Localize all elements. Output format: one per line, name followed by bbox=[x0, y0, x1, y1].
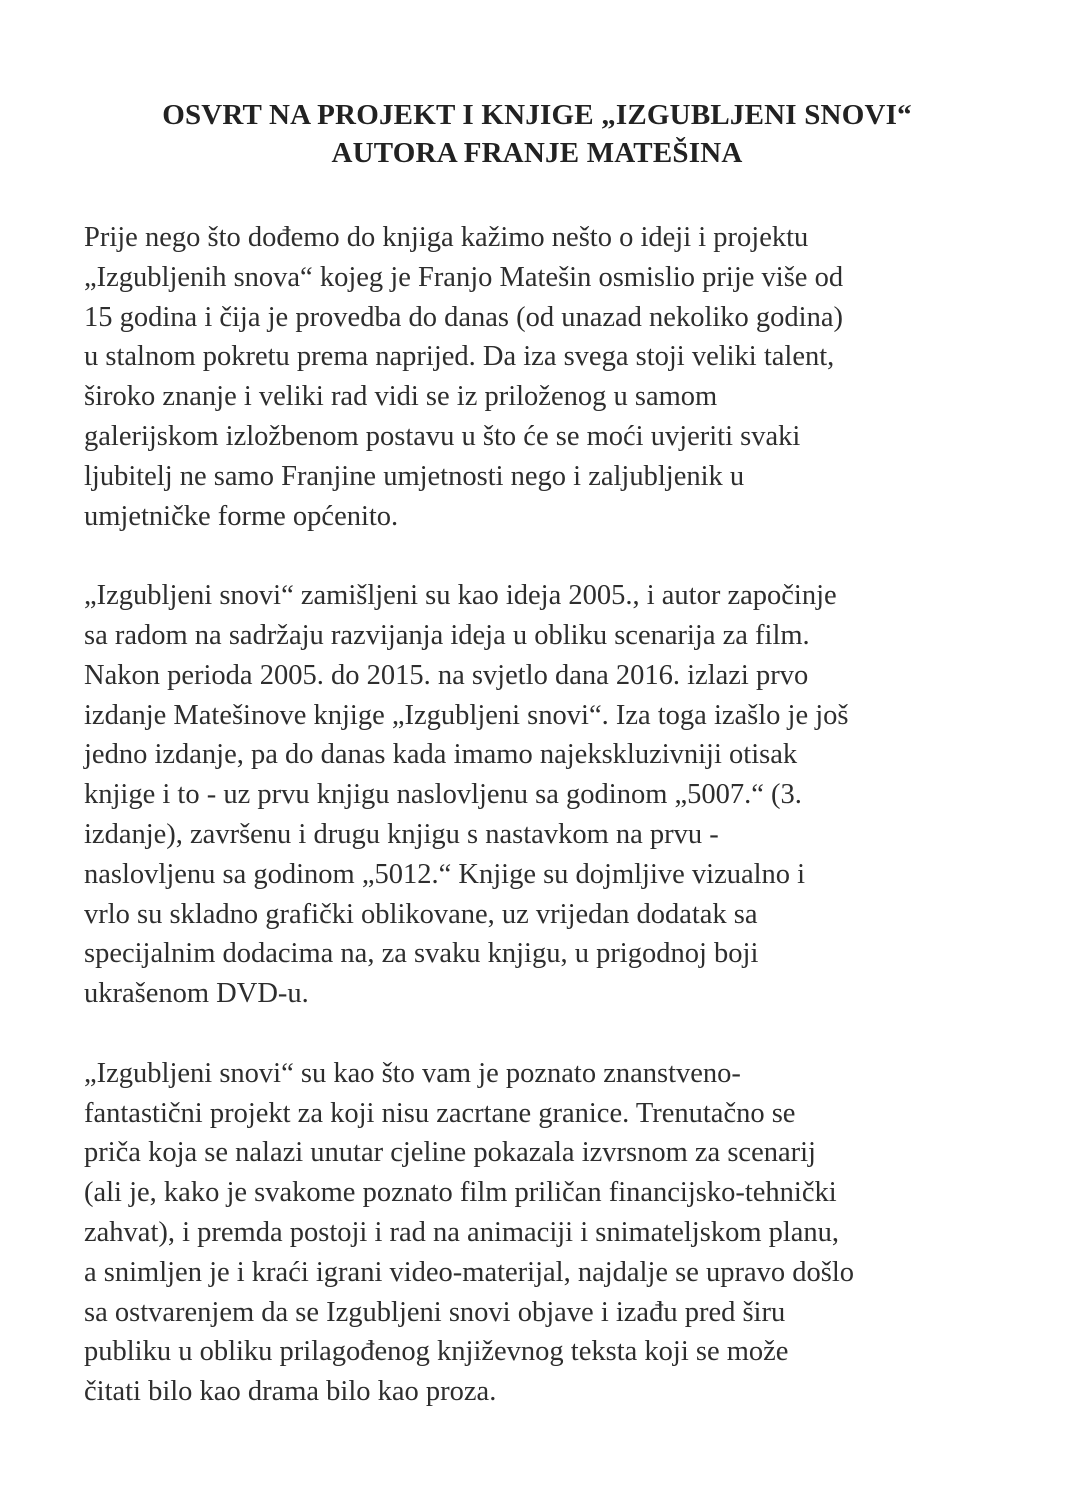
text-line: sa ostvarenjem da se Izgubljeni snovi objave i izađu pred širu bbox=[84, 1296, 786, 1328]
text-line: jedno izdanje, pa do danas kada imamo najekskluzivniji otisak bbox=[84, 739, 798, 771]
text-line: zahvat), i premda postoji i rad na animaciji i snimateljskom planu, bbox=[84, 1216, 840, 1248]
document-title bbox=[60, 96, 1014, 172]
text-line: „Izgubljenih snova“ kojeg je Franjo Matešin osmislio prije više od bbox=[84, 261, 844, 293]
text-line: fantastični projekt za koji nisu zacrtane granice. Trenutačno se bbox=[84, 1097, 796, 1129]
paragraph bbox=[84, 218, 1014, 536]
text-line: izdanje Matešinove knjige „Izgubljeni snovi“. Iza toga izašlo je još bbox=[84, 699, 849, 731]
text-line: sa radom na sadržaju razvijanja ideja u obliku scenarija za film. bbox=[84, 619, 810, 651]
text-line: priča koja se nalazi unutar cjeline pokazala izvrsnom za scenarij bbox=[84, 1137, 816, 1169]
text-line: izdanje), završenu i drugu knjigu s nastavkom na prvu - bbox=[84, 818, 719, 850]
text-line: Prije nego što dođemo do knjiga kažimo nešto o ideji i projektu bbox=[84, 222, 809, 253]
text-line: „Izgubljeni snovi“ su kao što vam je poznato znanstveno- bbox=[84, 1057, 741, 1089]
title-line: AUTORA FRANJE MATEŠINA bbox=[331, 137, 743, 169]
text-line: 15 godina i čija je provedba do danas (od unazad nekoliko godina) bbox=[84, 301, 843, 333]
text-line: u stalnom pokretu prema naprijed. Da iza svega stoji veliki talent, bbox=[84, 341, 835, 373]
title-line: OSVRT NA PROJEKT I KNJIGE „IZGUBLJENI SNOVI“ bbox=[162, 99, 912, 131]
document-body bbox=[84, 218, 1014, 1452]
text-line: naslovljenu sa godinom „5012.“ Knjige su dojmljive vizualno i bbox=[84, 858, 806, 890]
text-line: umjetničke forme općenito. bbox=[84, 500, 399, 532]
text-line: specijalnim dodacima na, za svaku knjigu, u prigodnoj boji bbox=[84, 938, 759, 970]
text-line: „Izgubljeni snovi“ zamišljeni su kao ideja 2005., i autor započinje bbox=[84, 580, 837, 612]
text-line: vrlo su skladno grafički oblikovane, uz vrijedan dodatak sa bbox=[84, 898, 758, 930]
text-line: ukrašenom DVD-u. bbox=[84, 978, 309, 1010]
text-line: ljubitelj ne samo Franjine umjetnosti nego i zaljubljenik u bbox=[84, 460, 745, 492]
text-line: galerijskom izložbenom postavu u što će se moći uvjeriti svaki bbox=[84, 420, 801, 452]
text-line: publiku u obliku prilagođenog književnog teksta koji se može bbox=[84, 1336, 789, 1368]
text-line: Nakon perioda 2005. do 2015. na svjetlo dana 2016. izlazi prvo bbox=[84, 659, 809, 691]
text-line: knjige i to - uz prvu knjigu naslovljenu sa godinom „5007.“ (3. bbox=[84, 779, 802, 811]
text-line: čitati bilo kao drama bilo kao proza. bbox=[84, 1376, 497, 1408]
text-line: a snimljen je i kraći igrani video-materijal, najdalje se upravo došlo bbox=[84, 1256, 855, 1288]
paragraph bbox=[84, 1054, 1014, 1412]
text-line: (ali je, kako je svakome poznato film priličan financijsko-tehnički bbox=[84, 1177, 837, 1209]
text-line: široko znanje i veliki rad vidi se iz priloženog u samom bbox=[84, 381, 718, 413]
paragraph bbox=[84, 576, 1014, 1014]
